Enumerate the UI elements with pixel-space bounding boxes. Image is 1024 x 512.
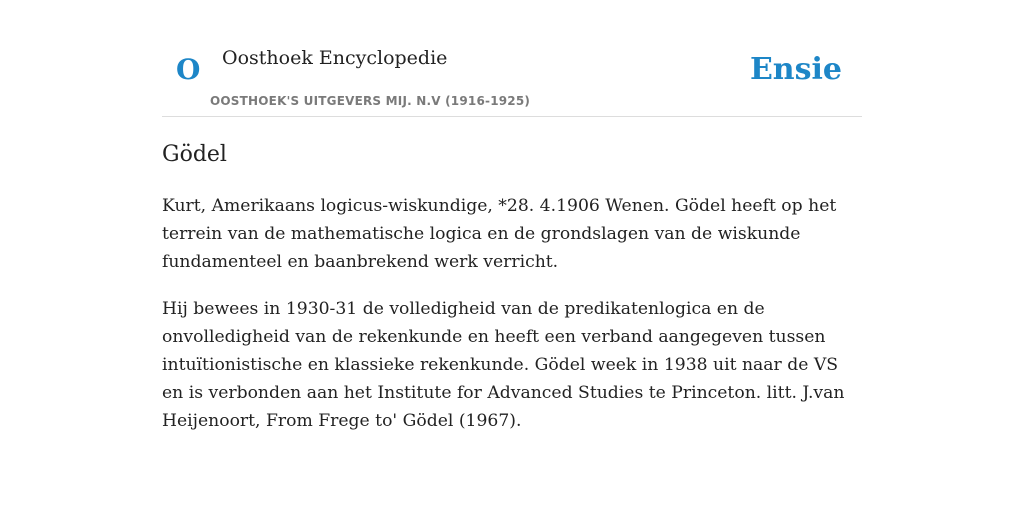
page-container bbox=[162, 0, 862, 431]
site-header bbox=[162, 0, 862, 117]
site-title[interactable]: Oosthoek Encyclopedie bbox=[222, 47, 448, 69]
entry-paragraph: Kurt, Amerikaans logicus-wiskundige, *28. 4.1906 Wenen. Gödel heeft op het terrein van de mathematische logica en de grondslagen van de wiskunde fundamenteel en baanbrekend werk verricht. bbox=[162, 196, 837, 272]
page-title: Gödel bbox=[162, 142, 227, 167]
entry-content bbox=[162, 192, 862, 454]
logo-icon[interactable]: O bbox=[176, 53, 201, 86]
entry-paragraph: Hij bewees in 1930-31 de volledigheid van de predikatenlogica en de onvolledigheid van de rekenkunde en heeft een verband aangegeven tussen intuïtionistische en klassieke rekenkunde. Gödel week in 1938 uit naar de VS en is verbonden aan het Institute for Advanced Studies te Princeton. litt. J.van Heijenoort, From Frege to' Gödel (1967). bbox=[162, 299, 845, 431]
brand-logo-link[interactable]: Ensie bbox=[749, 52, 842, 87]
publisher-label: OOSTHOEK'S UITGEVERS MIJ. N.V (1916-1925) bbox=[210, 94, 531, 108]
